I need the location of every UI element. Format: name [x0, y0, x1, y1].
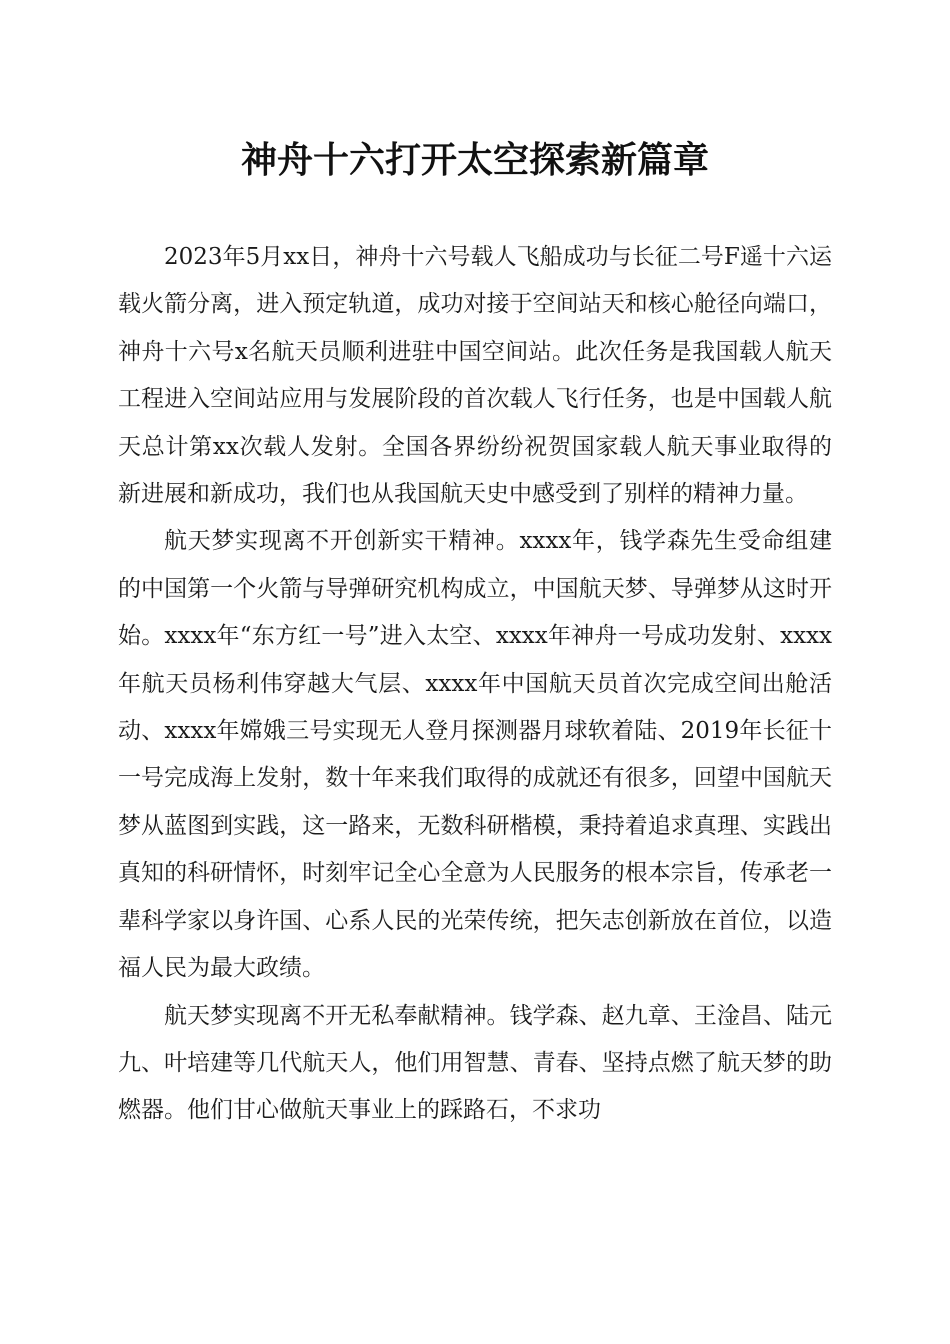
document-title: 神舟十六打开太空探索新篇章 — [240, 139, 709, 181]
paragraph-3: 航天梦实现离不开无私奉献精神。钱学森、赵九章、王淦昌、陆元九、叶培建等几代航天人，他们用智慧、青春、坚持点燃了航天梦的助燃器。他们甘心做航天事业上的踩路石，不求功 — [118, 1002, 832, 1124]
paragraph-2: 航天梦实现离不开创新实干精神。xxxx年，钱学森先生受命组建的中国第一个火箭与导弹研究机构成立，中国航天梦、导弹梦从这时开始。xxxx年“东方红一号”进入太空、xxxx年神舟一号成功发射、xxxx年航天员杨利伟穿越大气层、xxxx年中国航天员首次完成空间出舱活动、xxxx年嫦娥三号实现无人登月探测器月球软着陆、2019年长征十一号完成海上发射，数十年来我们取得的成就还有很多，回望中国航天梦从蓝图到实践，这一路来，无数科研楷模，秉持着追求真理、实践出真知的科研情怀，时刻牢记全心全意为人民服务的根本宗旨，传承老一辈科学家以身许国、心系人民的光荣传统，把矢志创新放在首位，以造福人民为最大政绩。 — [118, 528, 832, 982]
document-body — [118, 234, 832, 1135]
paragraph-1: 2023年5月xx日，神舟十六号载人飞船成功与长征二号F遥十六运载火箭分离，进入预定轨道，成功对接于空间站天和核心舱径向端口，神舟十六号x名航天员顺利进驻中国空间站。此次任务是我国载人航天工程进入空间站应用与发展阶段的首次载人飞行任务，也是中国载人航天总计第xx次载人发射。全国各界纷纷祝贺国家载人航天事业取得的新进展和新成功，我们也从我国航天史中感受到了别样的精神力量。 — [118, 244, 832, 508]
